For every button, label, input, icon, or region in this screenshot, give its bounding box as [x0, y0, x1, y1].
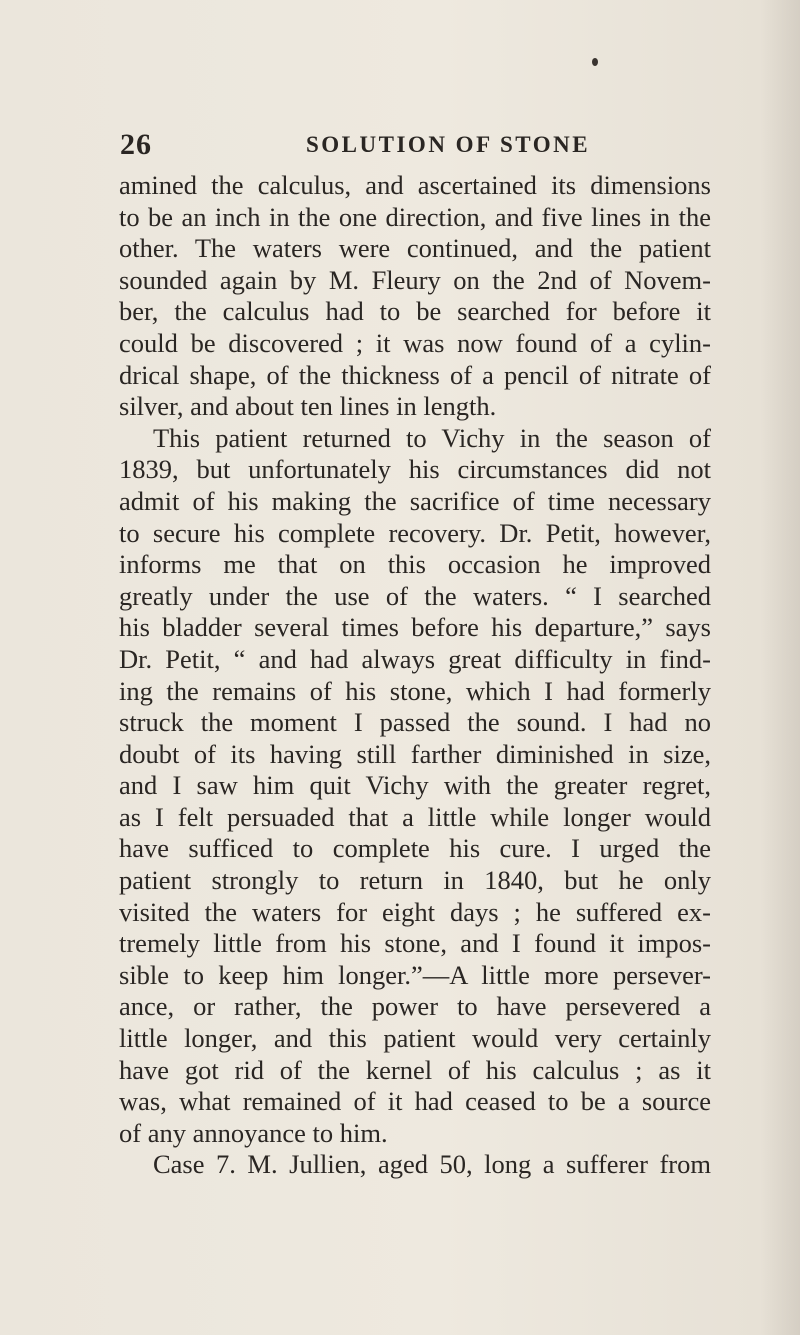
text-line: admit of his making the sacrifice of time necessary: [119, 485, 711, 516]
text-line: his bladder several times before his departure,” says: [119, 612, 711, 643]
text-line: sounded again by M. Fleury on the 2nd of Novem-: [119, 264, 711, 295]
text-line: other. The waters were continued, and the patient: [119, 233, 711, 264]
text-line: sible to keep him longer.”—A little more persever-: [119, 959, 711, 990]
text-line: to secure his complete recovery. Dr. Petit, however,: [119, 517, 711, 548]
text-line: have sufficed to complete his cure. I urged the: [119, 833, 711, 864]
text-line: informs me that on this occasion he improved: [119, 549, 711, 580]
text-line: tremely little from his stone, and I found it impos-: [119, 928, 711, 959]
text-line: greatly under the use of the waters. “ I searched: [119, 580, 711, 611]
text-line: little longer, and this patient would very certainly: [119, 1023, 711, 1054]
text-line: ber, the calculus had to be searched for before it: [119, 296, 711, 327]
text-line: and I saw him quit Vichy with the greater regret,: [119, 770, 711, 801]
text-line: struck the moment I passed the sound. I had no: [119, 707, 711, 738]
text-line: 1839, but unfortunately his circumstances did not: [119, 454, 711, 485]
text-line: Case 7. M. Jullien, aged 50, long a sufferer from: [153, 1149, 711, 1180]
text-line: ance, or rather, the power to have persevered a: [119, 991, 711, 1022]
text-line: doubt of its having still farther diminished in size,: [119, 738, 711, 769]
text-line: patient strongly to return in 1840, but he only: [119, 865, 711, 896]
text-line: of any annoyance to him.: [119, 1117, 388, 1148]
page-number: 26: [120, 128, 152, 161]
text-line: ing the remains of his stone, which I had formerly: [119, 675, 711, 706]
text-line: as I felt persuaded that a little while longer would: [119, 801, 711, 832]
text-line: visited the waters for eight days ; he suffered ex-: [119, 896, 711, 927]
text-line: was, what remained of it had ceased to be a source: [119, 1086, 711, 1117]
ink-spot: [592, 58, 598, 66]
text-line: have got rid of the kernel of his calculus ; as it: [119, 1054, 711, 1085]
text-line: silver, and about ten lines in length.: [119, 391, 497, 422]
page-edge-shadow: [760, 0, 800, 1335]
text-line: to be an inch in the one direction, and five lines in the: [119, 201, 711, 232]
text-line: could be discovered ; it was now found of a cylin-: [119, 327, 711, 358]
page-header: [120, 128, 720, 168]
text-line: amined the calculus, and ascertained its dimensions: [119, 170, 711, 200]
running-title: SOLUTION OF STONE: [306, 132, 591, 157]
text-line: Dr. Petit, “ and had always great difficulty in find-: [119, 643, 711, 674]
text-line: drical shape, of the thickness of a pencil of nitrate of: [119, 359, 711, 390]
text-line: This patient returned to Vichy in the season of: [153, 422, 711, 453]
body-text: [119, 170, 711, 1181]
